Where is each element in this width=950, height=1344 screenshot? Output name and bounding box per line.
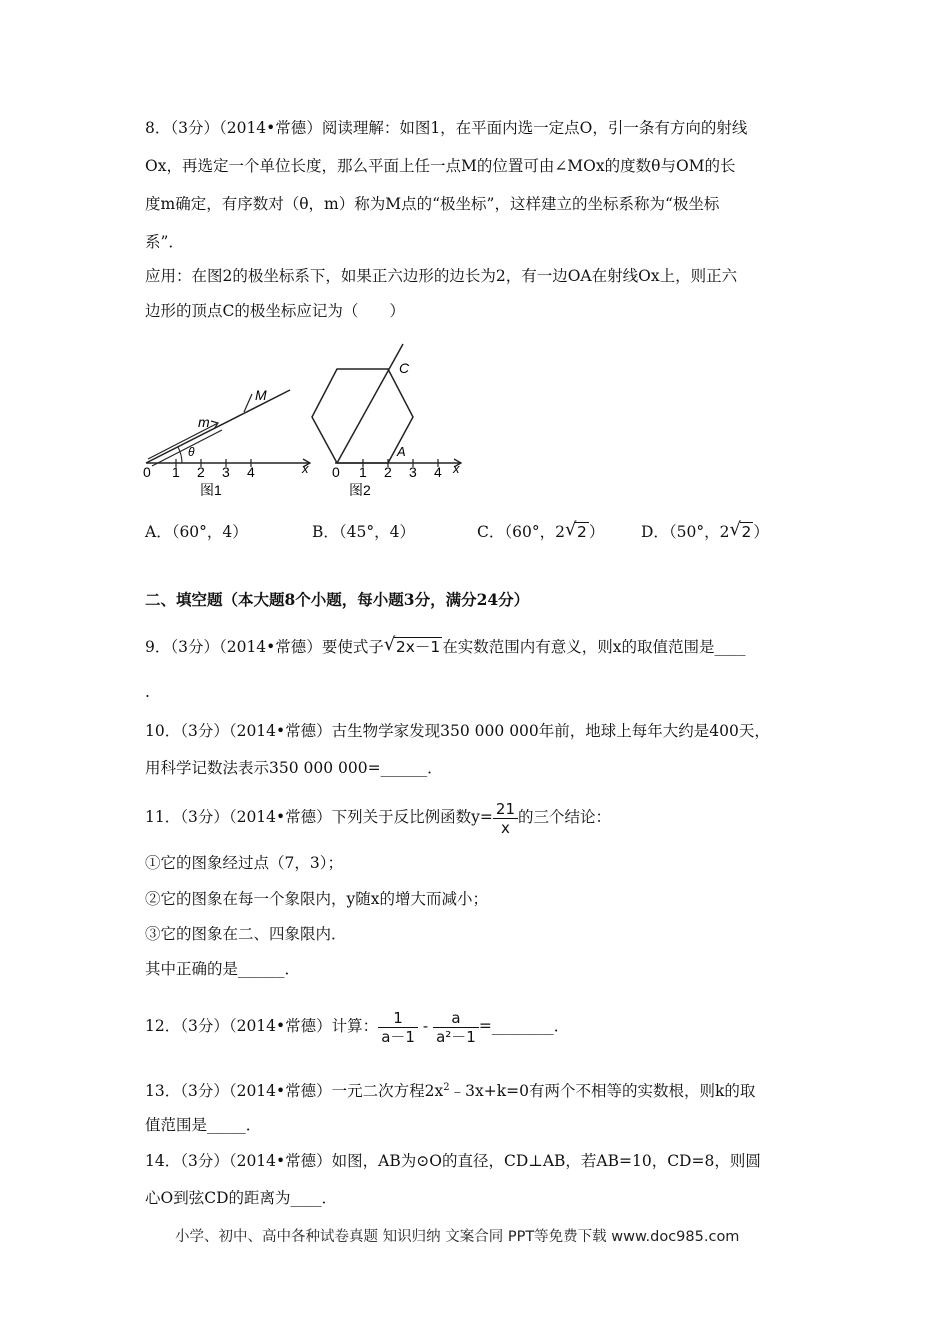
q8-line-3: 度m确定，有序数对（θ，m）称为M点的“极坐标”，这样建立的坐标系称为“极坐标: [145, 195, 720, 213]
q10-line-2: 用科学记数法表示350 000 000=______．: [145, 759, 443, 777]
footer-ad: 小学、初中、高中各种试卷真题 知识归纳 文案合同 PPT等免费下载 www.doc985.com: [175, 1229, 740, 1245]
fig2-caption: 图2: [349, 482, 371, 498]
q12-fraction-2: $\frac{a}{\text{a²－1}}$: [433, 1009, 479, 1046]
fig1-tick-4: 4: [247, 464, 255, 480]
option-c-sqrt: √ 2: [564, 519, 587, 541]
q8-line-1: 8．（3分）（2014•常德）阅读理解：如图1，在平面内选一定点O，引一条有方向的射线: [145, 119, 748, 137]
fig1-tick-2: 2: [197, 464, 205, 480]
q12-line: 12．（3分）（2014•常德）计算： $\frac{1}{a-1}$ - $\frac{a}{\text{a²－1}}$ =________．: [145, 1008, 570, 1046]
q11-answer-line: 其中正确的是______．: [145, 960, 301, 978]
q12-fraction-1: $\frac{1}{a-1}$: [378, 1009, 418, 1046]
fig2-tick-4: 4: [434, 464, 442, 480]
fig2-tick-2: 2: [384, 464, 392, 480]
q11-line-1: 11．（3分）（2014•常德）下列关于反比例函数y= $\frac{21}{x}$ 的三个结论：: [145, 799, 612, 837]
fig2-label-C: C: [399, 360, 410, 376]
option-d-sqrt: √ 2: [729, 519, 752, 541]
q9-sqrt: √ 2x－1: [383, 634, 441, 656]
q8-line-4: 系”．: [145, 233, 184, 251]
option-c: C．（60°，2 √ 2 ）: [477, 519, 605, 541]
fig2-tick-0: 0: [332, 464, 340, 480]
q8-line-2: Ox，再选定一个单位长度，那么平面上任一点M的位置可由∠MOx的度数θ与OM的长: [145, 157, 736, 175]
q11-item-2: ②它的图象在每一个象限内，y随x的增大而减小；: [145, 890, 488, 908]
fig1-label-theta: θ: [188, 445, 195, 459]
fig1-caption: 图1: [200, 482, 222, 498]
q11-item-1: ①它的图象经过点（7，3）；: [145, 854, 343, 872]
fig1-label-m: m: [198, 414, 210, 430]
fig2-label-A: A: [397, 444, 406, 459]
q9-line-2: .: [145, 683, 150, 701]
fig2-tick-3: 3: [409, 464, 417, 480]
option-a: A．（60°，4）: [145, 523, 248, 541]
q14-line-2: 心O到弦CD的距离为____．: [145, 1189, 337, 1207]
q13-line-1: 13．（3分）（2014•常德）一元二次方程$2x^2﹣3x+k=0$有两个不相等的实数根，则k的取: [145, 1082, 756, 1101]
fig1-tick-0: 0: [143, 464, 151, 480]
fig1-tick-3: 3: [222, 464, 230, 480]
option-d: D．（50°，2 √ 2 ）: [641, 519, 769, 541]
q11-fraction: $\frac{21}{x}$: [493, 800, 518, 837]
figure-1: [138, 380, 318, 500]
q10-line-1: 10．（3分）（2014•常德）古生物学家发现350 000 000年前，地球上每年大约是400天，: [145, 722, 770, 740]
section-2-title: 二、填空题（本大题8个小题，每小题3分，满分24分）: [145, 590, 530, 609]
q8-line-5: 应用：在图2的极坐标系下，如果正六边形的边长为2，有一边OA在射线Ox上，则正六: [145, 267, 738, 285]
q9-line-1: 9．（3分）（2014•常德）要使式子 √ 2x－1 在实数范围内有意义，则x的取值范围是____: [145, 634, 746, 656]
option-b: B．（45°，4）: [312, 523, 415, 541]
fig1-label-M: M: [255, 387, 267, 403]
fig1-axis-label: x: [302, 461, 309, 476]
q13-line-2: 值范围是_____．: [145, 1116, 262, 1134]
q8-line-6: 边形的顶点C的极坐标应记为（ ）: [145, 302, 405, 320]
fig2-tick-1: 1: [359, 464, 367, 480]
figure-2: [305, 342, 470, 502]
fig2-axis-label: x: [453, 461, 460, 476]
q14-line-1: 14．（3分）（2014•常德）如图，AB为⊙O的直径，CD⊥AB，若AB=10，CD=8，则圆: [145, 1152, 761, 1170]
fig1-tick-1: 1: [172, 464, 180, 480]
q11-item-3: ③它的图象在二、四象限内．: [145, 925, 347, 943]
